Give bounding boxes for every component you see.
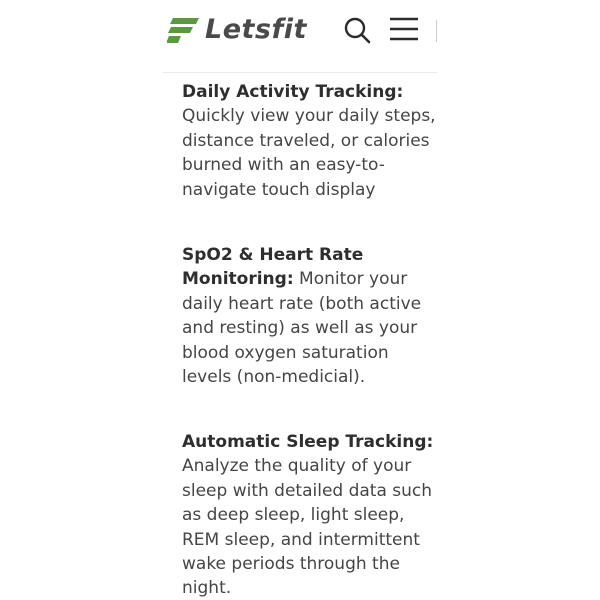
- feature-daily-activity: [182, 80, 437, 202]
- feature-body: Analyze the quality of your sleep with detailed data such as deep sleep, light sleep, REM sleep, and intermittent wake periods through the night.: [182, 456, 433, 599]
- feature-title: Automatic Sleep Tracking:: [182, 432, 434, 452]
- feature-body: Quickly view your daily steps, distance traveled, or calories burned with an easy-to-navigate touch display: [182, 106, 436, 200]
- hamburger-menu-icon[interactable]: [389, 16, 419, 42]
- feature-spo2-heart-rate: [182, 243, 437, 389]
- feature-title: Daily Activity Tracking:: [182, 82, 404, 102]
- site-header: [163, 0, 437, 73]
- search-icon[interactable]: [343, 16, 371, 44]
- mobile-viewport: [163, 0, 437, 600]
- feature-title: SpO2 & Heart Rate Monitoring:: [182, 245, 364, 290]
- header-edge-divider: [436, 20, 437, 42]
- logo-text: Letsfit: [205, 14, 307, 45]
- feature-body: Monitor your daily heart rate (both active and resting) as well as your blood oxygen saturation levels (non-medicial).: [182, 269, 422, 388]
- brand-logo[interactable]: [167, 13, 307, 47]
- letsfit-logo-icon: [167, 14, 201, 46]
- feature-sleep-tracking: [182, 430, 437, 600]
